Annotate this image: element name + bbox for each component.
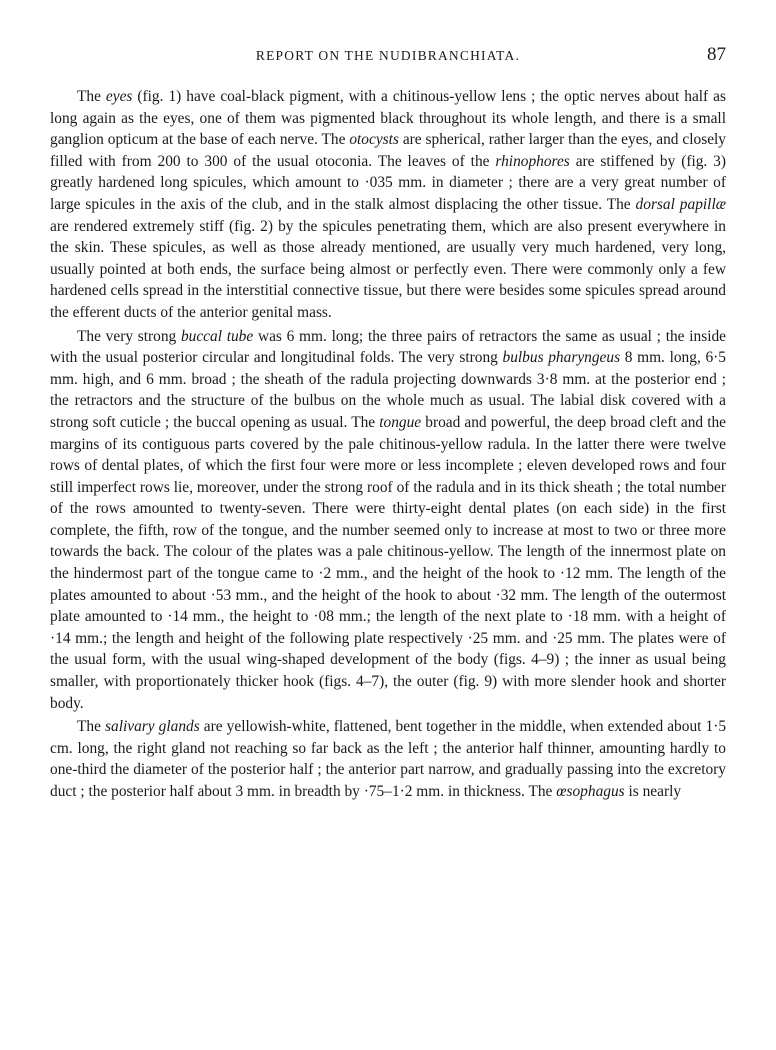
italic-term: dorsal papillæ: [635, 195, 726, 213]
paragraph-eyes-otocysts: [50, 86, 726, 324]
text-run: The: [77, 718, 106, 736]
italic-term: otocysts: [349, 131, 399, 149]
italic-term: tongue: [379, 413, 422, 431]
text-run: 8 mm. long, 6·5 mm. high, and 6 mm. broad ; the sheath of the radula projecting downwards 3·8 mm. at the posterior end ; the retractors and the structure of the bulbus on the whole much as usual. The labial disk covered with a strong soft cuticle ; the buccal opening as usual. The: [50, 349, 726, 431]
paragraph-buccal-tongue: [50, 326, 726, 715]
italic-term: œsophagus: [556, 783, 625, 800]
page-number: 87: [707, 44, 726, 65]
paragraph-salivary-glands: [50, 716, 726, 802]
text-run: is nearly: [624, 783, 682, 800]
text-run: broad and powerful, the deep broad cleft and the margins of its contiguous parts covered by the pale chitinous-yellow radula. In the latter there were twelve rows of dental plates, of which the first four were more or less incomplete ; eleven developed rows and four still imperfect rows lie, moreover, under the strong roof of the radula and in its thick sheath ; the total number of the rows amounted to twenty-seven. There were thirty-eight dental plates (on each side) in the first complete, the fifth, row of the tongue, and the number seemed only to increase at most to two or three more towards the back. The colour of the plates was a pale chitinous-yellow. The length of the innermost plate on the hindermost part of the tongue came to ·2 mm., and the height of the hook to ·12 mm. The length of the plates amounted to about ·53 mm., and the height of the hook to about ·32 mm. The length of the outermost plate amounted to ·14 mm., the height to ·08 mm.; the length of the next plate to ·18 mm. with a height of ·14 mm.; the length and height of the following plate respectively ·25 mm. and ·25 mm. The plates were of the usual form, with the usual wing-shaped development of the body (figs. 4–9) ; the inner as usual being smaller, with proportionately thicker hook (figs. 4–7), the outer (fig. 9) with more slender hook and shorter body.: [50, 413, 727, 712]
text-run: was 6 mm. long; the three pairs of retractors the same as usual ; the inside with the usual posterior circular and longitudinal folds. The very strong: [50, 327, 726, 367]
running-title: REPORT ON THE NUDIBRANCHIATA.: [255, 48, 521, 63]
italic-term: salivary glands: [105, 718, 200, 736]
italic-term: buccal tube: [180, 327, 254, 345]
text-run: (fig. 1) have coal-black pigment, with a chitinous-yellow lens ; the optic nerves about half as long again as the eyes, one of them was pigmented black throughout its whole length, and there is a small ganglion opticum at the base of each nerve. The: [50, 88, 726, 149]
text-run: are rendered extremely stiff (fig. 2) by the spicules penetrating them, which are also present everywhere in the skin. These spicules, as well as those already mentioned, are usually very much hardened, very long, usually pointed at both ends, the surface being almost or perfectly even. There were commonly only a few hardened cells spread in the interstitial connective tissue, but there were besides some spicules spread around the efferent ducts of the anterior genital mass.: [50, 217, 726, 321]
italic-term: eyes: [105, 88, 133, 105]
running-head: [50, 44, 726, 68]
text-run: are stiffened by (fig. 3) greatly hardened long spicules, which amount to ·035 mm. in diameter ; there are a very great number of large spicules in the axis of the club, and in the stalk almost displacing the other tissue. The: [50, 152, 727, 213]
text-run: The: [77, 88, 106, 105]
italic-term: rhinophores: [495, 152, 570, 170]
text-run: are yellowish-white, flattened, bent together in the middle, when extended about 1·5 cm. long, the right gland not reaching so far back as the left ; the anterior half thinner, amounting hardly to one-third the diameter of the posterior half ; the anterior part narrow, and gradually passing into the excretory duct ; the posterior half about 3 mm. in breadth by ·75–1·2 mm. in thickness. The: [50, 718, 727, 800]
body-text: [50, 86, 726, 803]
italic-term: bulbus pharyngeus: [502, 349, 621, 367]
text-run: are spherical, rather larger than the eyes, and closely filled with from 200 to 300 of the usual otoconia. The leaves of the: [50, 131, 726, 170]
text-run: The very strong: [77, 327, 181, 345]
